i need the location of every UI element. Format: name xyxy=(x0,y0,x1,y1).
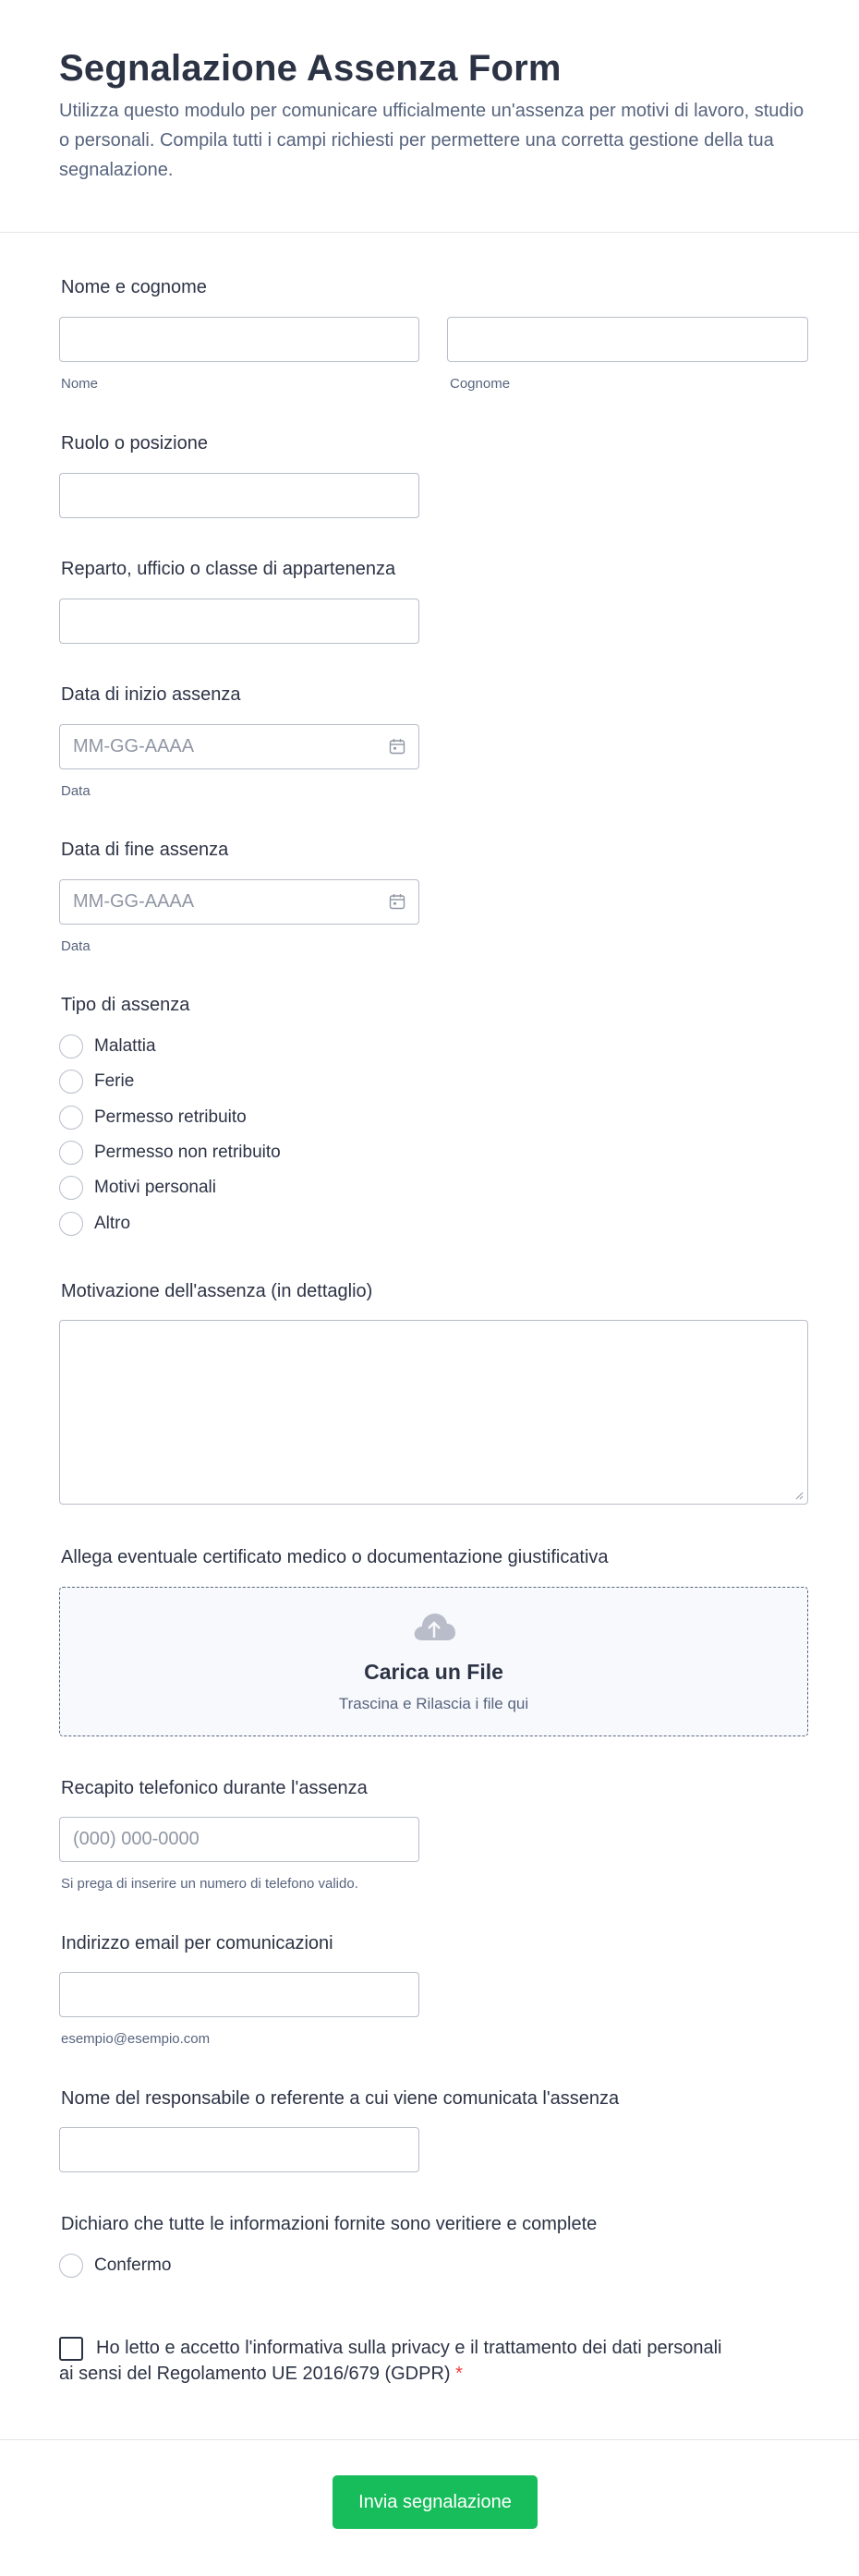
manager-input[interactable] xyxy=(59,2127,419,2172)
radio-button[interactable] xyxy=(59,1141,83,1165)
start-date-label: Data di inizio assenza xyxy=(61,684,241,705)
email-input[interactable] xyxy=(59,1972,419,2017)
radio-button[interactable] xyxy=(59,1212,83,1236)
radio-label: Malattia xyxy=(94,1036,156,1056)
radio-button[interactable] xyxy=(59,1106,83,1130)
radio-label: Altro xyxy=(94,1214,131,1233)
email-label: Indirizzo email per comunicazioni xyxy=(61,1933,333,1953)
form-title: Segnalazione Assenza Form xyxy=(59,48,562,89)
department-label: Reparto, ufficio o classe di appartenenza xyxy=(61,559,396,579)
privacy-consent-text xyxy=(59,2335,724,2387)
submit-button[interactable]: Invia segnalazione xyxy=(333,2475,538,2529)
calendar-icon[interactable] xyxy=(389,738,405,755)
radio-label: Permesso non retribuito xyxy=(94,1143,281,1162)
upload-title: Carica un File xyxy=(364,1660,503,1684)
start-date-input[interactable] xyxy=(59,724,419,769)
role-label: Ruolo o posizione xyxy=(61,433,208,454)
first-name-input[interactable] xyxy=(59,317,419,362)
reason-label: Motivazione dell'assenza (in dettaglio) xyxy=(61,1281,373,1301)
name-label: Nome e cognome xyxy=(61,277,207,297)
end-date-input[interactable] xyxy=(59,879,419,925)
role-input[interactable] xyxy=(59,473,419,518)
radio-label: Motivi personali xyxy=(94,1178,216,1197)
phone-placeholder: (000) 000-0000 xyxy=(73,1829,200,1849)
radio-button[interactable] xyxy=(59,1034,83,1058)
first-name-sublabel: Nome xyxy=(61,376,99,392)
phone-input[interactable] xyxy=(59,1817,419,1862)
department-input[interactable] xyxy=(59,599,419,644)
form-description: Utilizza questo modulo per comunicare ufficialmente un'assenza per motivi di lavoro, studio o personali. Compila tutti i campi richiesti per permettere una corretta gestione della tua segnalazione. xyxy=(59,101,805,180)
attachment-label: Allega eventuale certificato medico o documentazione giustificativa xyxy=(61,1547,609,1567)
cloud-upload-icon xyxy=(411,1610,457,1643)
resize-grip-icon[interactable] xyxy=(794,1491,804,1500)
upload-subtitle: Trascina e Rilascia i file qui xyxy=(338,1695,529,1712)
end-date-label: Data di fine assenza xyxy=(61,840,229,860)
radio-button[interactable] xyxy=(59,2254,83,2278)
radio-label: Permesso retribuito xyxy=(94,1107,247,1127)
last-name-input[interactable] xyxy=(447,317,808,362)
absence-type-label: Tipo di assenza xyxy=(61,995,190,1015)
radio-label: Ferie xyxy=(94,1071,135,1091)
reason-textarea[interactable] xyxy=(59,1320,808,1505)
form-header xyxy=(0,0,859,233)
end-date-placeholder: MM-GG-AAAA xyxy=(73,891,195,912)
end-date-sublabel: Data xyxy=(61,938,91,954)
radio-label: Confermo xyxy=(94,2256,172,2275)
radio-button[interactable] xyxy=(59,1176,83,1200)
phone-sublabel: Si prega di inserire un numero di telefono valido. xyxy=(61,1876,358,1892)
phone-label: Recapito telefonico durante l'assenza xyxy=(61,1778,368,1798)
calendar-icon[interactable] xyxy=(389,893,405,910)
required-mark: * xyxy=(455,2364,463,2384)
start-date-sublabel: Data xyxy=(61,783,91,799)
start-date-placeholder: MM-GG-AAAA xyxy=(73,736,195,756)
email-sublabel: esempio@esempio.com xyxy=(61,2031,211,2047)
declaration-label: Dichiaro che tutte le informazioni fornite sono veritiere e complete xyxy=(61,2214,598,2234)
form-footer xyxy=(0,2439,859,2576)
last-name-sublabel: Cognome xyxy=(450,376,511,392)
file-upload-dropzone[interactable] xyxy=(59,1587,808,1736)
radio-button[interactable] xyxy=(59,1070,83,1094)
manager-label: Nome del responsabile o referente a cui viene comunicata l'assenza xyxy=(61,2088,620,2109)
consent-text: Ho letto e accetto l'informativa sulla privacy e il trattamento dei dati personali ai sensi del Regolamento UE 2016/679 (GDPR) xyxy=(59,2338,722,2384)
